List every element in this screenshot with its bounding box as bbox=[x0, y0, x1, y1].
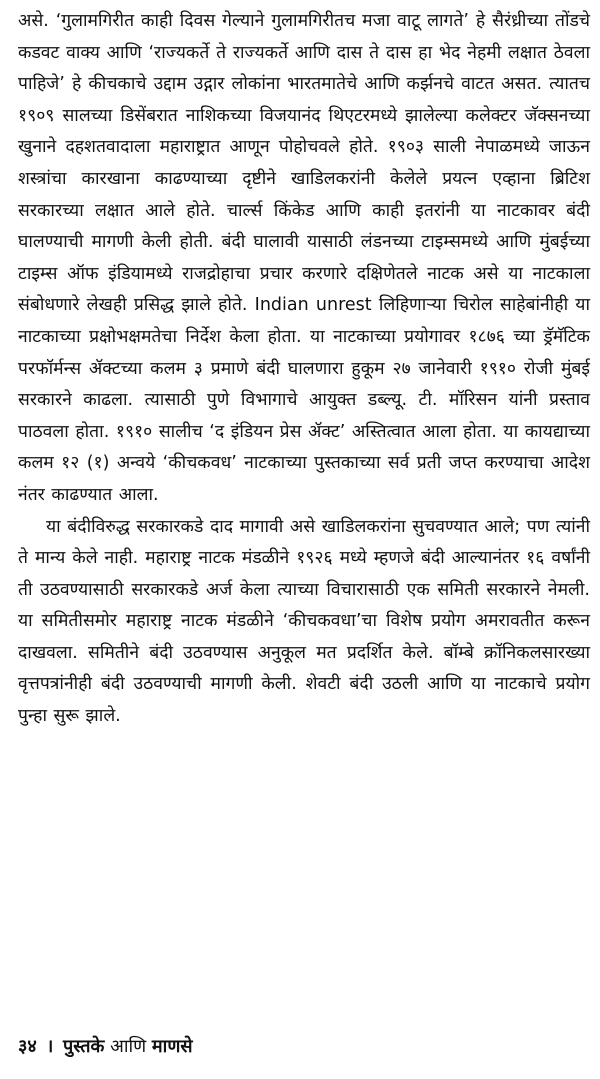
paragraph-2: या बंदीविरुद्ध सरकारकडे दाद मागावी असे खाडिलकरांना सुचवण्यात आले; पण त्यांनी ते मान्य केले नाही. महाराष्ट्र नाटक मंडळीने १९२६ मध्ये म्हणजे बंदी आल्यानंतर १६ वर्षांनी ती उठवण्यासाठी सरकारकडे अर्ज केला त्याच्या विचारासाठी एक समिती सरकारने नेमली. या समितीसमोर महाराष्ट्र नाटक मंडळीने ‘कीचकवधा’चा विशेष प्रयोग अमरावतीत करून दाखवला. समितीने बंदी उठवण्यास अनुकूल मत प्रदर्शित केले. बॉम्बे क्रॉनिकलसारख्या वृत्तपत्रांनीही बंदी उठवण्याची मागणी केली. शेवटी बंदी उठली आणि या नाटकाचे प्रयोग पुन्हा सुरू झाले. bbox=[18, 516, 590, 727]
page-number: ३४ bbox=[18, 1036, 37, 1057]
body-text bbox=[18, 6, 590, 733]
book-title-part-2: आणि bbox=[110, 1036, 147, 1057]
page-footer bbox=[18, 1033, 193, 1061]
book-title-part-3: माणसे bbox=[151, 1036, 193, 1057]
book-title-part-1: पुस्तके bbox=[63, 1036, 105, 1057]
paragraph-1: असे. ‘गुलामगिरीत काही दिवस गेल्याने गुलामगिरीतच मजा वाटू लागते’ हे सैरंध्रीच्या तोंडचे कडवट वाक्य आणि ‘राज्यकर्ते ते राज्यकर्ते आणि दास ते दास हा भेद नेहमी लक्षात ठेवला पाहिजे’ हे कीचकाचे उद्दाम उद्गार लोकांना भारतमातेचे आणि कर्झनचे वाटत असत. त्यातच १९०९ सालच्या डिसेंबरात नाशिकच्या विजयानंद थिएटरमध्ये झालेल्या कलेक्टर जॅक्सनच्या खुनाने दहशतवादाला महाराष्ट्रात आणून पोहोचवले होते. १९०३ साली नेपाळमध्ये जाऊन शस्त्रांचा कारखाना काढण्याच्या दृष्टीने खाडिलकरांनी केलेले प्रयत्न एव्हाना ब्रिटिश सरकारच्या लक्षात आले होते. चार्ल्स किंकेड आणि काही इतरांनी या नाटकावर बंदी घालण्याची मागणी केली होती. बंदी घालावी यासाठी लंडनच्या टाइम्समध्ये आणि मुंबईच्या टाइम्स ऑफ इंडियामध्ये राजद्रोहाचा प्रचार करणारे दक्षिणेतले नाटक असे या नाटकाला संबोधणारे लेखही प्रसिद्ध झाले होते. Indian unrest लिहिणाऱ्या चिरोल साहेबांनीही या नाटकाच्या प्रक्षोभक्षमतेचा निर्देश केला होता. या नाटकाच्या प्रयोगावर १८७६ च्या ड्रॅमॅटिक परफॉर्मन्स ॲक्टच्या कलम ३ प्रमाणे बंदी घालणारा हुकूम २७ जानेवारी १९१० रोजी मुंबई सरकारने काढला. त्यासाठी पुणे विभागाचे आयुक्त डब्ल्यू. टी. मॉरिसन यांनी प्रस्ताव पाठवला होता. १९१० सालीच ‘द इंडियन प्रेस ॲक्ट’ अस्तित्वात आला होता. या कायद्याच्या कलम १२ (१) अन्वये ‘कीचकवध’ नाटकाच्या पुस्तकाच्या सर्व प्रती जप्त करण्याचा आदेश नंतर काढण्यात आला. bbox=[18, 11, 590, 505]
footer-separator: । bbox=[46, 1036, 54, 1057]
